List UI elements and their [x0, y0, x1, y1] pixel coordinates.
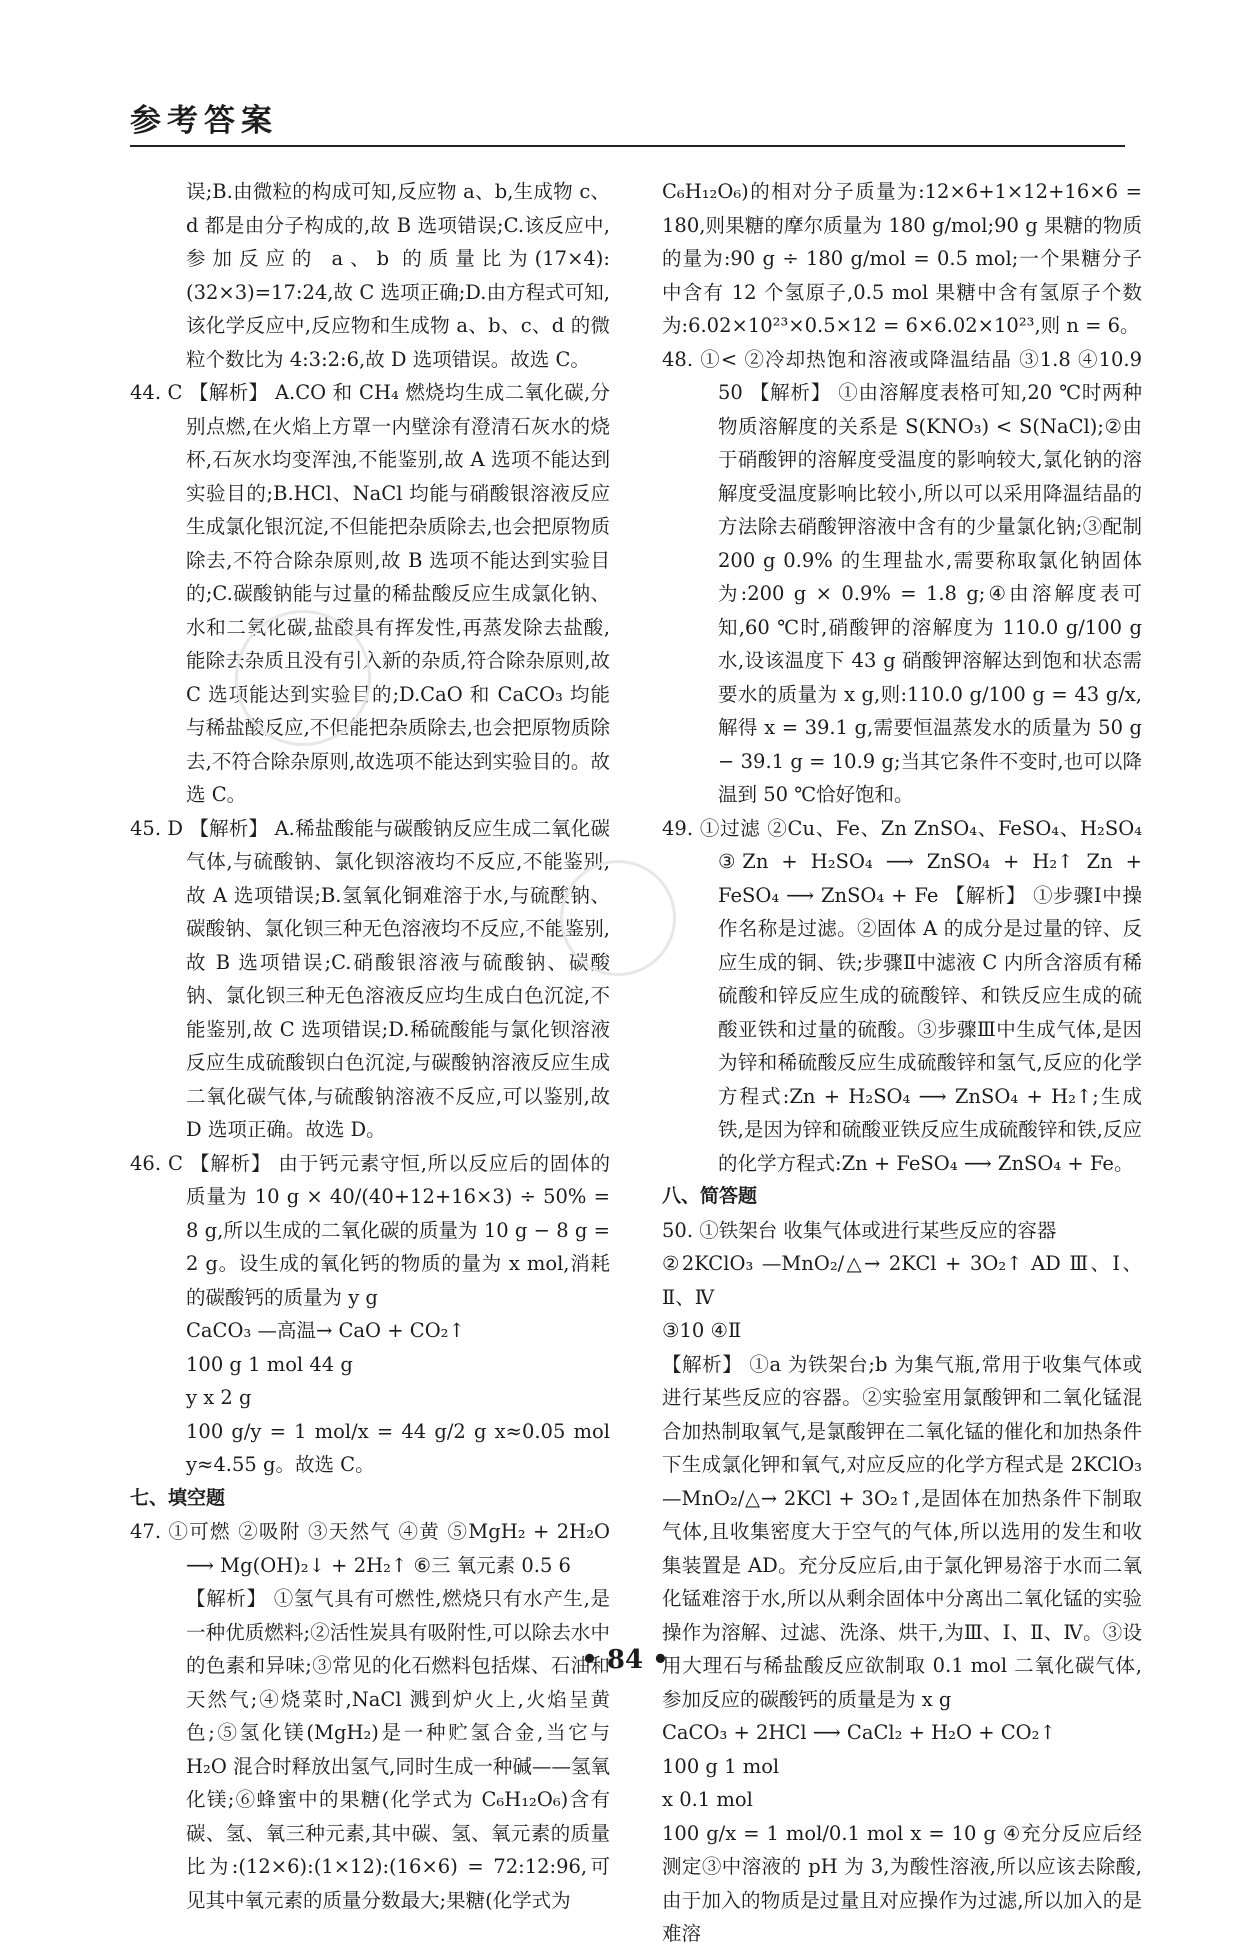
answer-46: 46. C 【解析】 由于钙元素守恒,所以反应后的固体的质量为 10 g × 40/(40+12+16×3) ÷ 50% = 8 g,所以生成的二氧化碳的质量为 10 g − 8 g = 2 g。设生成的氧化钙的物质的量为 x mol,消耗的碳酸钙的质量为 y g	[130, 1151, 610, 1309]
answer-46-row-2: y x 2 g	[186, 1386, 252, 1409]
page-number: • 84 •	[581, 1645, 669, 1675]
answer-50-ending: 100 g/x = 1 mol/0.1 mol x = 10 g ④充分反应后经测定③中溶液的 pH 为 3,为酸性溶液,所以应该去除酸,由于加入的物质是过量且对应操作为过滤,所以加入的是难溶	[662, 1821, 1142, 1945]
header-title: 参考答案	[130, 103, 278, 139]
q43-continuation: 误;B.由微粒的构成可知,反应物 a、b,生成物 c、d 都是由分子构成的,故 B 选项错误;C.该反应中,参加反应的 a、b 的质量比为(17×4):(32×3)=17:24,故 C 选项正确;D.由方程式可知,该化学反应中,反应物和生成物 a、b、c、d 的微粒个数比为 4:3:2:6,故 D 选项错误。故选 C。	[186, 180, 611, 371]
answer-46-row-1: 100 g 1 mol 44 g	[186, 1352, 353, 1376]
answer-45: 45. D 【解析】 A.稀盐酸能与碳酸钠反应生成二氧化碳气体,与硫酸钠、氯化钡溶液均不反应,不能鉴别,故 A 选项错误;B.氢氧化铜难溶于水,与硫酸钠、碳酸钠、氯化钡三种无色溶液均不反应,不能鉴别,故 B 选项错误;C.硝酸银溶液与硫酸钠、碳酸钠、氯化钡三种无色溶液反应均生成白色沉淀,不能鉴别,故 C 选项错误;D.稀硫酸能与氯化钡溶液反应生成硫酸钡白色沉淀,与碳酸钠溶液反应生成二氧化碳气体,与硫酸钠溶液不反应,可以鉴别,故 D 选项正确。故选 D。	[130, 816, 610, 1141]
answer-46-equation: CaCO₃ —高温→ CaO + CO₂↑	[186, 1319, 465, 1342]
answer-50-equation: CaCO₃ + 2HCl ⟶ CaCl₂ + H₂O + CO₂↑	[662, 1721, 1056, 1744]
stamp-watermark-left	[235, 610, 371, 746]
answer-47-analysis: 【解析】 ①氢气具有可燃性,燃烧只有水产生,是一种优质燃料;②活性炭具有吸附性,可以除去水中的色素和异味;③常见的化石燃料包括煤、石油和天然气;④烧菜时,NaCl 溅到炉火上,火焰呈黄色;⑤氢化镁(MgH₂)是一种贮氢合金,当它与 H₂O 混合时释放出氢气,同时生成一种碱——氢氧化镁;⑥蜂蜜中的果糖(化学式为 C₆H₁₂O₆)含有碳、氢、氧三种元素,其中碳、氢、氧元素的质量比为:(12×6):(1×12):(16×6) = 72:12:96,可见其中氧元素的质量分数最大;果糖(化学式为	[186, 1587, 610, 1912]
answer-47-continuation: C₆H₁₂O₆)的相对分子质量为:12×6+1×12+16×6 = 180,则果糖的摩尔质量为 180 g/mol;90 g 果糖的物质的量为:90 g ÷ 180 g/mol = 0.5 mol;一个果糖分子中含有 12 个氢原子,0.5 mol 果糖中含有氢原子个数为:6.02×10²³×0.5×12 = 6×6.02×10²³,则 n = 6。	[662, 180, 1142, 337]
answer-50: 50. ①铁架台 收集气体或进行某些反应的容器	[662, 1218, 1057, 1242]
answer-50-analysis: 【解析】 ①a 为铁架台;b 为集气瓶,常用于收集气体或进行某些反应的容器。②实验室用氯酸钾和二氧化锰混合加热制取氧气,是氯酸钾在二氧化锰的催化和加热条件下生成氯化钾和氧气,对应反应的化学方程式是 2KClO₃ —MnO₂/△→ 2KCl + 3O₂↑,是固体在加热条件下制取气体,且收集密度大于空气的气体,所以选用的发生和收集装置是 AD。充分反应后,由于氯化钾易溶于水而二氧化锰难溶于水,所以从剩余固体中分离出二氧化锰的实验操作为溶解、过滤、洗涤、烘干,为Ⅲ、Ⅰ、Ⅱ、Ⅳ。③设用大理石与稀盐酸反应欲制取 0.1 mol 二氧化碳气体,参加反应的碳酸钙的质量是为 x g	[662, 1352, 1142, 1711]
answer-47: 47. ①可燃 ②吸附 ③天然气 ④黄 ⑤MgH₂ + 2H₂O ⟶ Mg(OH)₂↓ + 2H₂↑ ⑥三 氧元素 0.5 6	[130, 1520, 610, 1577]
answer-48: 48. ①< ②冷却热饱和溶液或降温结晶 ③1.8 ④10.9 50 【解析】 ①由溶解度表格可知,20 ℃时两种物质溶解度的关系是 S(KNO₃) < S(NaCl);②由于硝酸钾的溶解度受温度的影响较大,氯化钠的溶解度受温度影响比较小,所以可以采用降温结晶的方法除去硝酸钾溶液中含有的少量氯化钠;③配制 200 g 0.9% 的生理盐水,需要称取氯化钠固体为:200 g × 0.9% = 1.8 g;④由溶解度表可知,60 ℃时,硝酸钾的溶解度为 110.0 g/100 g 水,设该温度下 43 g 硝酸钾溶解达到饱和状态需要水的质量为 x g,则:110.0 g/100 g = 43 g/x,解得 x = 39.1 g,需要恒温蒸发水的质量为 50 g − 39.1 g = 10.9 g;当其它条件不变时,也可以降温到 50 ℃恰好饱和。	[662, 347, 1142, 806]
section-8-heading: 八、简答题	[662, 1185, 758, 1207]
answer-44: 44. C 【解析】 A.CO 和 CH₄ 燃烧均生成二氧化碳,分别点燃,在火焰上方罩一内壁涂有澄清石灰水的烧杯,石灰水均变浑浊,不能鉴别,故 A 选项不能达到实验目的;B.HCl、NaCl 均能与硝酸银溶液反应生成氯化银沉淀,不但能把杂质除去,也会把原物质除去,不符合除杂原则,故 B 选项不能达到实验目的;C.碳酸钠能与过量的稀盐酸反应生成氯化钠、水和二氧化碳,盐酸具有挥发性,再蒸发除去盐酸,能除去杂质且没有引入新的杂质,符合除杂原则,故 C 选项能达到实验目的;D.CaO 和 CaCO₃ 均能与稀盐酸反应,不但能把杂质除去,也会把原物质除去,不符合除杂原则,故选项不能达到实验目的。故选 C。	[130, 381, 610, 806]
answer-50-row-1: 100 g 1 mol	[662, 1754, 780, 1778]
section-7-heading: 七、填空题	[130, 1486, 226, 1509]
answer-50-part-3: ③10 ④Ⅱ	[662, 1319, 742, 1342]
header-rule	[130, 145, 1125, 147]
answer-50-row-2: x 0.1 mol	[662, 1788, 753, 1811]
stamp-watermark-right	[560, 860, 676, 976]
answer-50-part-2: ②2KClO₃ —MnO₂/△→ 2KCl + 3O₂↑ AD Ⅲ、Ⅰ、Ⅱ、Ⅳ	[662, 1252, 1142, 1309]
answer-49: 49. ①过滤 ②Cu、Fe、Zn ZnSO₄、FeSO₄、H₂SO₄ ③Zn + H₂SO₄ ⟶ ZnSO₄ + H₂↑ Zn + FeSO₄ ⟶ ZnSO₄ + Fe 【解析】 ①步骤Ⅰ中操作名称是过滤。②固体 A 的成分是过量的锌、反应生成的铜、铁;步骤Ⅱ中滤液 C 内所含溶质有稀硫酸和锌反应生成的硫酸锌、和铁反应生成的硫酸亚铁和过量的硫酸。③步骤Ⅲ中生成气体,是因为锌和稀硫酸反应生成硫酸锌和氢气,反应的化学方程式:Zn + H₂SO₄ ⟶ ZnSO₄ + H₂↑;生成铁,是因为锌和硫酸亚铁反应生成硫酸锌和铁,反应的化学方程式:Zn + FeSO₄ ⟶ ZnSO₄ + Fe。	[662, 816, 1142, 1175]
answer-46-result: 100 g/y = 1 mol/x = 44 g/2 g x≈0.05 mol y≈4.55 g。故选 C。	[186, 1419, 610, 1476]
right-column	[662, 175, 1142, 1951]
page-header	[130, 95, 1125, 140]
